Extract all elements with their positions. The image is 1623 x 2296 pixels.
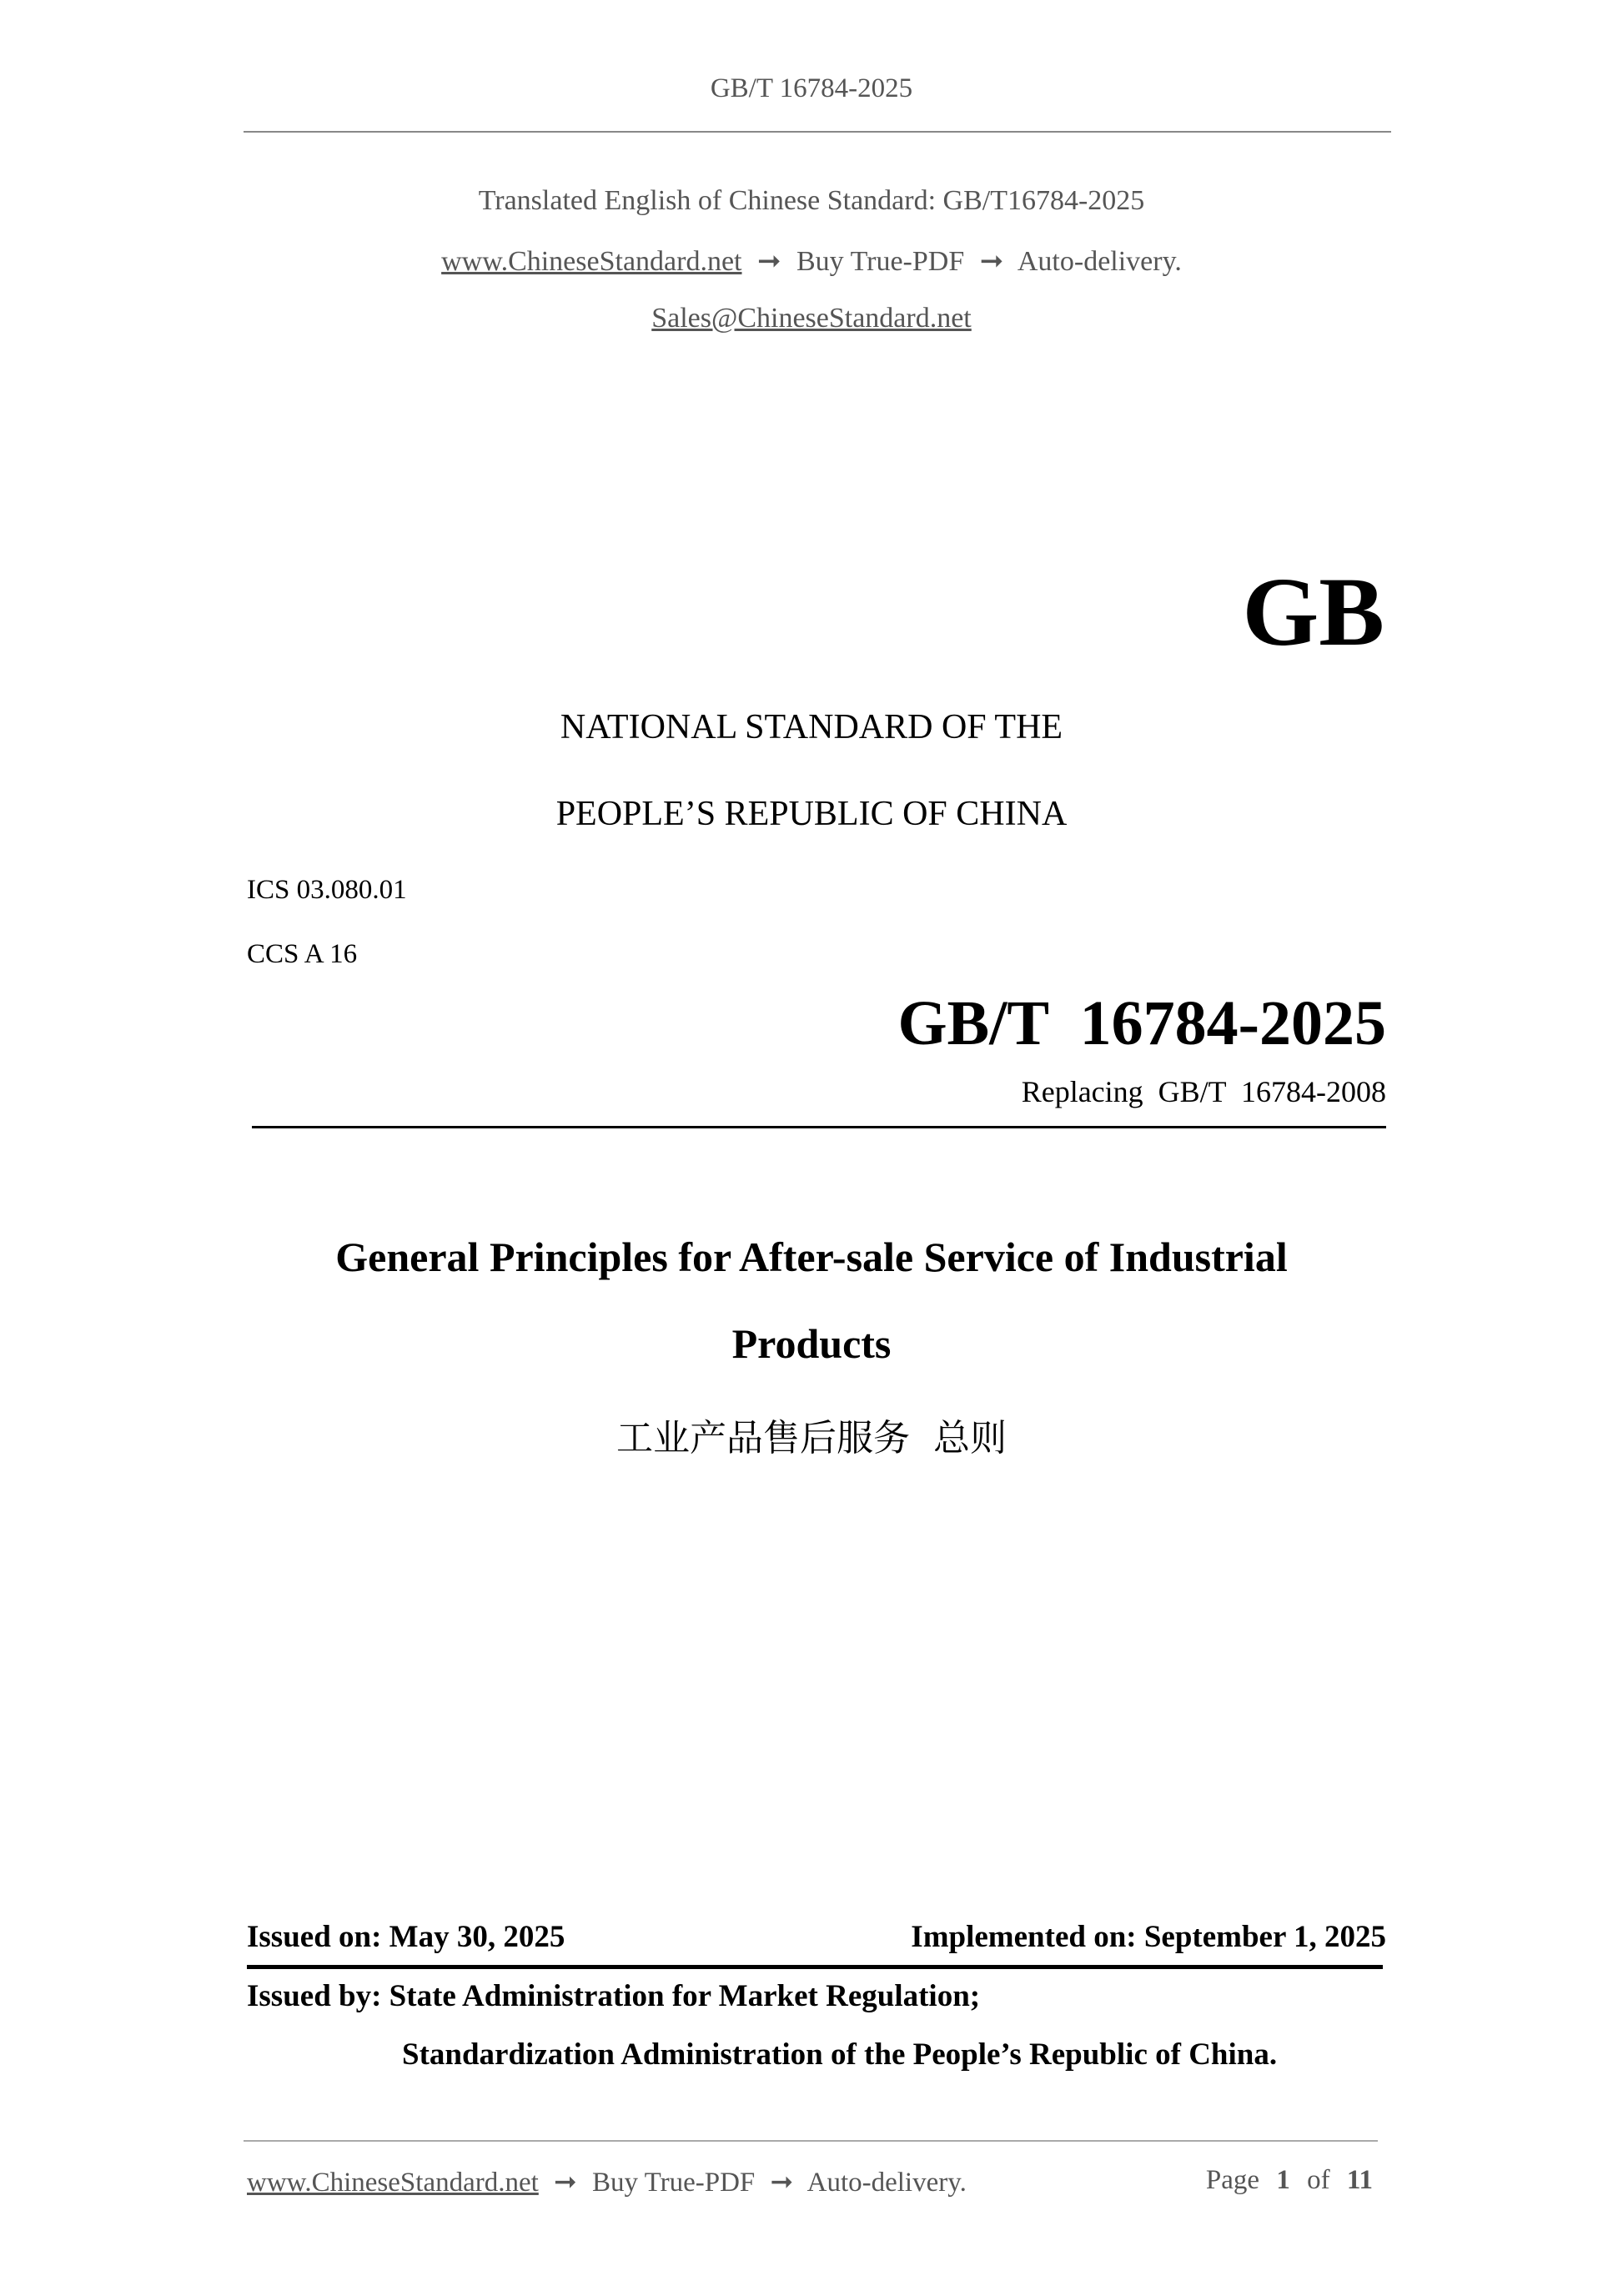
footer-purchase-line bbox=[247, 2165, 967, 2198]
replacing-note: Replacing GB/T 16784-2008 bbox=[1021, 1075, 1386, 1108]
email-link[interactable]: Sales@ChineseStandard.net bbox=[651, 303, 972, 334]
ics-code: ICS 03.080.01 bbox=[247, 875, 407, 905]
national-standard-line2: PEOPLE’S REPUBLIC OF CHINA bbox=[555, 795, 1068, 833]
standard-number: GB/T 16784-2025 bbox=[897, 988, 1386, 1058]
implemented-on: Implemented on: September 1, 2025 bbox=[911, 1920, 1386, 1954]
arrow-right-icon: ➞ bbox=[554, 2168, 577, 2198]
footer-auto-delivery-text: Auto-delivery. bbox=[806, 2168, 967, 2198]
arrow-right-icon: ➞ bbox=[757, 246, 781, 277]
email-line bbox=[0, 303, 1623, 334]
footer-divider bbox=[244, 2140, 1378, 2142]
running-header: GB/T 16784-2025 bbox=[710, 73, 913, 103]
page-current: 1 bbox=[1276, 2165, 1290, 2195]
footer-site-link[interactable]: www.ChineseStandard.net bbox=[247, 2168, 539, 2198]
page-indicator bbox=[1206, 2165, 1373, 2196]
arrow-right-icon: ➞ bbox=[979, 246, 1004, 277]
auto-delivery-text: Auto-delivery. bbox=[1017, 246, 1182, 277]
translation-notice: Translated English of Chinese Standard: GB/T16784-2025 bbox=[478, 185, 1145, 216]
gb-logo: GB bbox=[1242, 557, 1384, 666]
arrow-right-icon: ➞ bbox=[770, 2168, 794, 2198]
number-divider bbox=[252, 1126, 1386, 1128]
header-divider bbox=[244, 131, 1391, 133]
title-line1: General Principles for After-sale Service of Industrial bbox=[335, 1233, 1288, 1280]
page-total: 11 bbox=[1346, 2165, 1373, 2195]
title-line2: Products bbox=[731, 1320, 892, 1367]
issued-by-line1: Issued by: State Administration for Market Regulation; bbox=[247, 1979, 981, 2013]
purchase-line bbox=[0, 244, 1623, 278]
footer-buy-true-pdf-text: Buy True-PDF bbox=[591, 2168, 756, 2198]
page-of: of bbox=[1307, 2165, 1330, 2195]
site-link[interactable]: www.ChineseStandard.net bbox=[441, 246, 742, 277]
issued-on: Issued on: May 30, 2025 bbox=[247, 1920, 565, 1954]
national-standard-line1: NATIONAL STANDARD OF THE bbox=[560, 708, 1063, 746]
page-label: Page bbox=[1205, 2165, 1260, 2195]
ccs-code: CCS A 16 bbox=[247, 939, 358, 969]
dates-divider bbox=[247, 1965, 1383, 1969]
issued-by-line2: Standardization Administration of the People’s Republic of China. bbox=[402, 2037, 1278, 2072]
buy-true-pdf-text: Buy True-PDF bbox=[796, 246, 965, 277]
title-chinese: 工业产品售后服务 总则 bbox=[616, 1417, 1007, 1459]
